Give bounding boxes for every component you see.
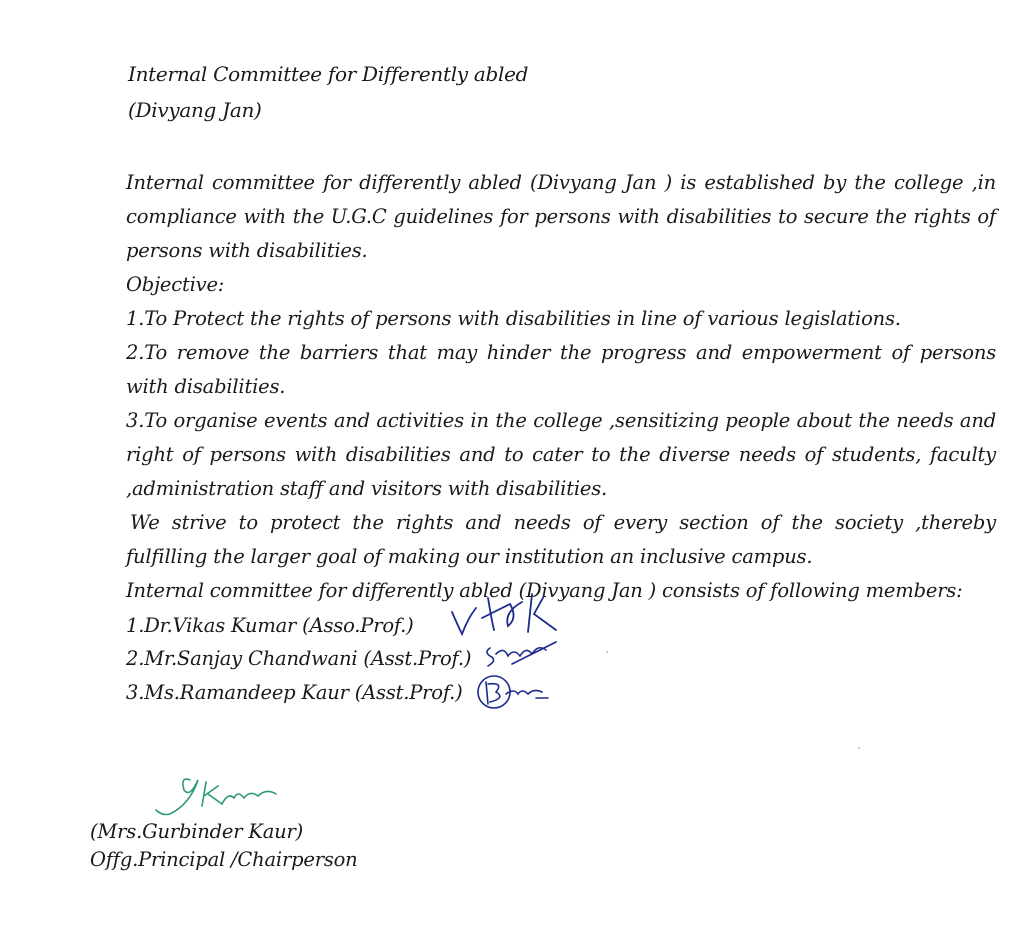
document-title: Internal Committee for Differently abled xyxy=(128,62,529,86)
signature-ramandeep-kaur xyxy=(476,670,556,716)
members-intro: Internal committee for differently abled (Divyang Jan ) consists of following members: xyxy=(126,579,963,602)
objective-item-3: 3.To organise events and activities in the college ,sensitizing people about the needs and right of persons with disabilities and to cater to the diverse needs of students, faculty ,administration staff and visitors with disabilities. xyxy=(126,409,996,500)
scan-speck xyxy=(606,651,608,653)
document-body xyxy=(126,166,996,608)
document-subtitle: (Divyang Jan) xyxy=(128,98,262,122)
member-1: 1.Dr.Vikas Kumar (Asso.Prof.) xyxy=(126,614,414,637)
scan-speck xyxy=(858,747,860,749)
intro-paragraph: Internal committee for differently abled (Divyang Jan ) is established by the college ,in compliance with the U.G.C guidelines for persons with disabilities to secure the rights of persons with disabilities. xyxy=(126,171,996,262)
member-3: 3.Ms.Ramandeep Kaur (Asst.Prof.) xyxy=(126,681,463,704)
signature-vikas-kumar xyxy=(448,588,598,640)
objective-heading: Objective: xyxy=(126,273,225,296)
principal-designation: Offg.Principal /Chairperson xyxy=(90,848,358,871)
signature-sanjay-chandwani xyxy=(482,636,566,672)
objective-item-1: 1.To Protect the rights of persons with disabilities in line of various legislations. xyxy=(126,307,901,330)
member-2: 2.Mr.Sanjay Chandwani (Asst.Prof.) xyxy=(126,647,472,670)
strive-paragraph: We strive to protect the rights and needs of every section of the society ,thereby fulfilling the larger goal of making our institution an inclusive campus. xyxy=(126,511,996,568)
objective-item-2: 2.To remove the barriers that may hinder the progress and empowerment of persons with disabilities. xyxy=(126,341,996,398)
signature-principal xyxy=(150,770,290,822)
principal-name: (Mrs.Gurbinder Kaur) xyxy=(90,820,304,843)
